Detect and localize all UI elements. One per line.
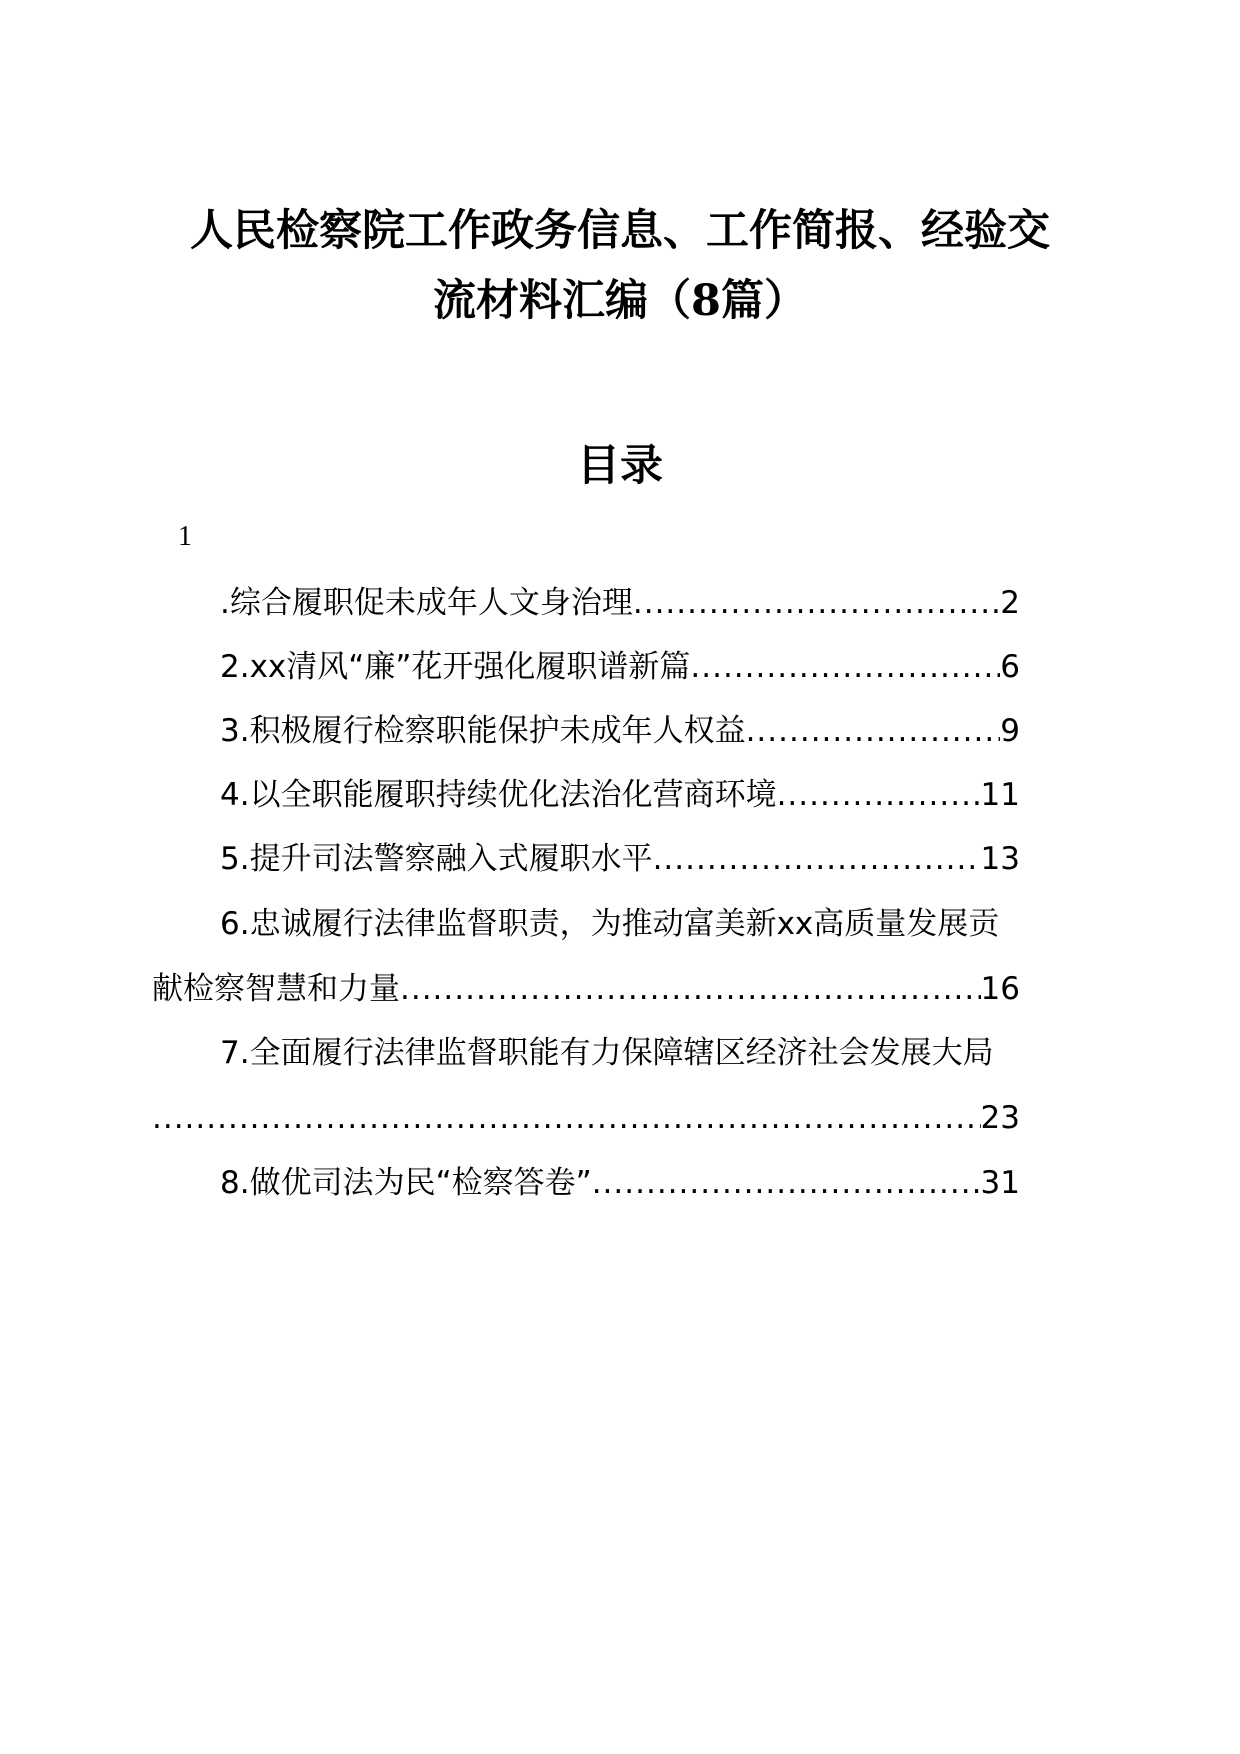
toc-entry-label: 5.提升司法警察融入式履职水平 xyxy=(220,841,653,877)
toc-entry-label: .综合履职促未成年人文身治理 xyxy=(220,585,633,621)
toc-leader-dots xyxy=(152,1103,981,1134)
toc-entry-4[interactable] xyxy=(220,777,1020,813)
toc-entry-7[interactable] xyxy=(152,1100,1020,1136)
toc-entry-1[interactable] xyxy=(220,585,1020,621)
title-line-2: 流材料汇编（8篇） xyxy=(433,276,807,326)
toc-entry-label: 8.做优司法为民“检察答卷” xyxy=(220,1165,592,1201)
toc-leader-dots xyxy=(400,974,981,1005)
toc-entry-page: 13 xyxy=(980,841,1020,877)
toc-entry-page: 31 xyxy=(980,1165,1020,1201)
toc-entry-page: 11 xyxy=(980,777,1020,813)
toc-entry-label: 3.积极履行检察职能保护未成年人权益 xyxy=(220,713,746,749)
toc-entry-8[interactable] xyxy=(220,1165,1020,1201)
toc-entry-page: 9 xyxy=(1000,713,1020,749)
toc-entry-5[interactable] xyxy=(220,841,1020,877)
toc-leader-dots xyxy=(633,588,1000,619)
toc-leader-dots xyxy=(746,716,1001,747)
toc-leader-dots xyxy=(777,780,981,811)
toc-entry-2[interactable] xyxy=(220,649,1020,685)
title-line-1: 人民检察院工作政务信息、工作简报、经验交 xyxy=(190,206,1050,256)
toc-entry-page: 23 xyxy=(980,1100,1020,1136)
toc-entry-6[interactable] xyxy=(152,971,1020,1007)
toc-entry-page: 6 xyxy=(1000,649,1020,685)
toc-entry-label: 2.xx清风“廉”花开强化履职谱新篇 xyxy=(220,649,691,685)
toc-entry-3[interactable] xyxy=(220,713,1020,749)
toc-heading: 目录 xyxy=(577,441,663,491)
toc-leader-dots xyxy=(653,844,981,875)
stray-page-number: 1 xyxy=(178,521,192,552)
toc-leader-dots xyxy=(592,1168,981,1199)
toc-entry-label: 献检察智慧和力量 xyxy=(152,971,400,1007)
toc-entry-label: 4.以全职能履职持续优化法治化营商环境 xyxy=(220,777,777,813)
toc-entry-6-line-1[interactable]: 6.忠诚履行法律监督职责，为推动富美新xx高质量发展贡 xyxy=(220,906,1000,942)
toc-leader-dots xyxy=(690,652,1000,683)
toc-entry-7-line-1[interactable]: 7.全面履行法律监督职能有力保障辖区经济社会发展大局 xyxy=(220,1035,994,1071)
toc-entry-page: 2 xyxy=(1000,585,1020,621)
toc-entry-page: 16 xyxy=(980,971,1020,1007)
